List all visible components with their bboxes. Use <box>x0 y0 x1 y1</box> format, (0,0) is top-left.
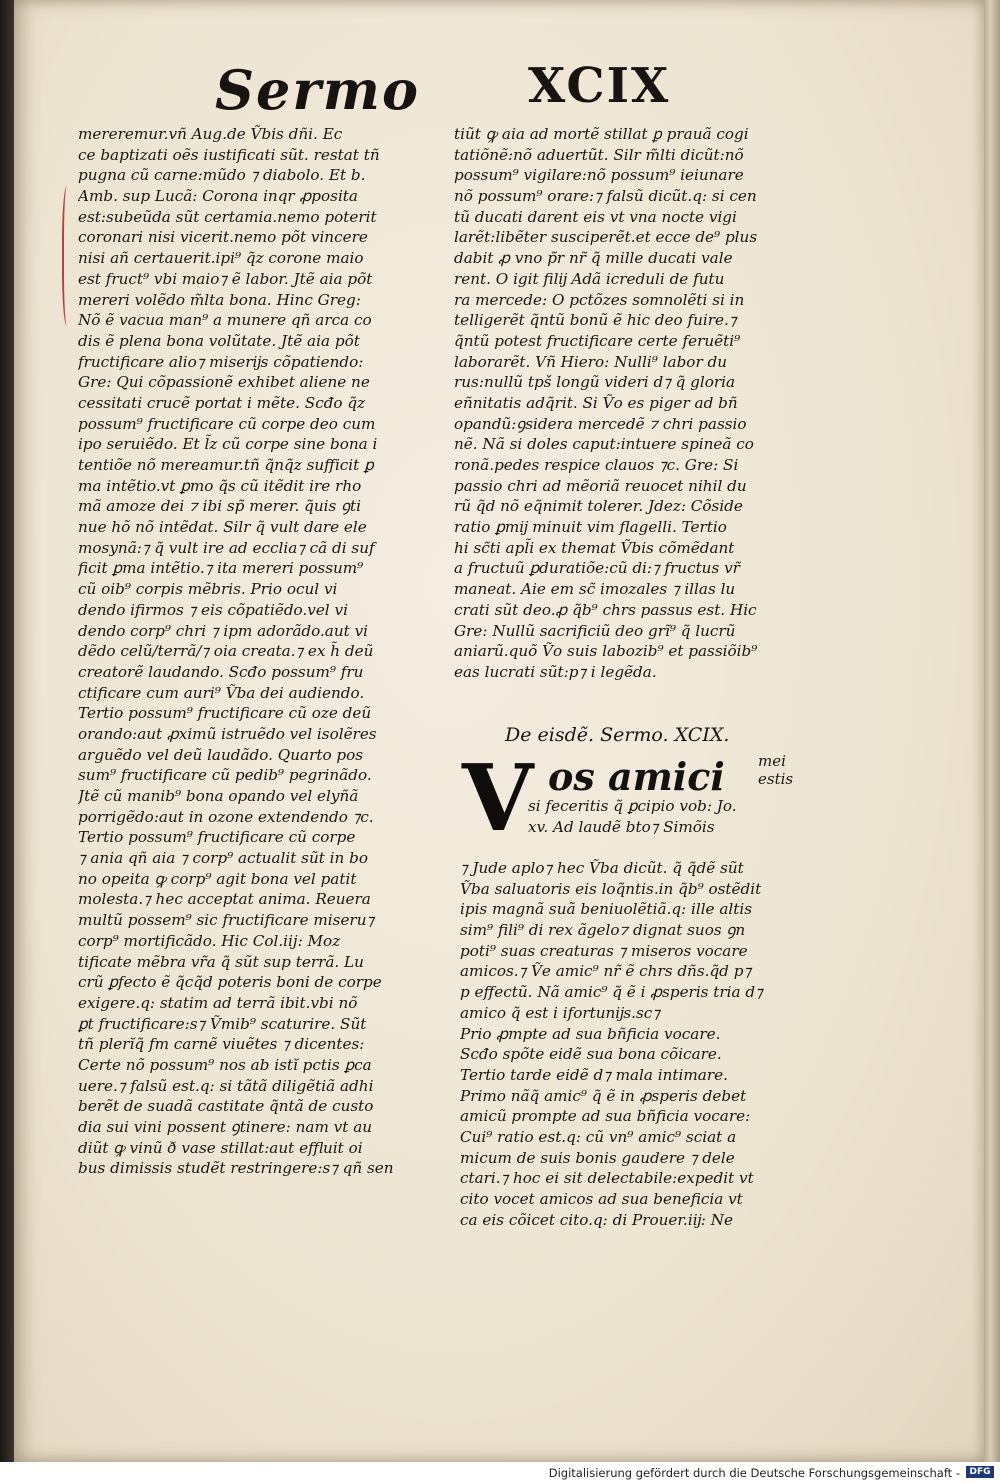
text-line: tificate mẽbra vr̃a q̃ sũt sup terrã. Lu <box>78 952 364 971</box>
text-line: tñ plerĭq̃ fm carnẽ viuẽtes ⁊ dicentes: <box>78 1035 365 1054</box>
text-line: ipis magnã suã beniuolẽtiã.q: ille altis <box>460 900 753 919</box>
text-line: tentiõe nõ mereamur.tñ q̃nq̃z sufficit ꝑ <box>78 456 374 474</box>
text-line: Tertio tarde eidẽ d⁊ mala intimare. <box>460 1065 728 1084</box>
footer-credit: Digitalisierung gefördert durch die Deutsche Forschungsgemeinschaft - <box>548 1466 960 1480</box>
text-line: dendo ifirmos ⁊ eis cõpatiẽdo.vel vi <box>78 600 348 619</box>
text-line: nue hõ nõ intẽdat. Silr q̃ vult dare ele <box>78 518 367 537</box>
text-line: amicũ prompte ad sua bñficia vocare: <box>460 1107 751 1126</box>
text-line: corp⁹ mortificãdo. Hic Col.iij: Moz <box>78 931 341 950</box>
text-line: dabit ꝓ vno p̃r nr̃ q̃ mille ducati vale <box>454 249 733 268</box>
text-line: nisi añ certauerit.ipi⁹ q̃z corone maio <box>78 249 364 268</box>
text-line: sim⁹ fili⁹ di rex ãgelo⁊ dignat suos ꝯn <box>460 921 746 940</box>
left-text-column <box>78 124 454 1179</box>
text-line: ronã.pedes respice clauos ⁊c. Gre: Si <box>454 456 739 474</box>
dfg-logo: DFG <box>966 1466 994 1478</box>
text-line: telligerẽt q̃ntũ bonũ ẽ hic deo fuire.⁊ <box>454 311 737 330</box>
text-line: rũ q̃d nõ eq̃nimit tolerer. Jdez: Cõside <box>454 497 743 516</box>
text-line: micum de suis bonis gaudere ⁊ dele <box>460 1148 735 1167</box>
text-line: dẽdo celũ/terrã/⁊ oia creata.⁊ ex h̃ deũ <box>78 642 374 661</box>
text-line: arguẽdo vel deũ laudãdo. Quarto pos <box>78 745 364 764</box>
text-line: ra mercede: O pctõzes somnolẽti si in <box>454 290 745 309</box>
footer-bar <box>0 1462 1000 1483</box>
opening-words-small: mei estis <box>758 752 794 788</box>
text-line: ctificare cum auri⁹ Ṽba dei audiendo. <box>78 683 365 702</box>
text-line: cessitati crucẽ portat i mẽte. Scđo q̃z <box>78 393 366 412</box>
text-line: pugna cũ carne:mũdo ⁊ diabolo. Et b. <box>78 166 366 185</box>
right-column-lower-text <box>460 858 828 1230</box>
text-line: Jtẽ cũ manib⁹ bona opando vel elyñã <box>78 787 359 805</box>
text-line: amico q̃ est i ifortunĳs.sc⁊ <box>460 1003 660 1022</box>
text-line: Gre: Nullũ sacrificiũ deo grĩ⁹ q̃ lucrũ <box>454 621 736 640</box>
text-line: possum⁹ fructificare cũ corpe deo cum <box>78 414 376 433</box>
text-line: Prio ꝓmpte ad sua bñficia vocare. <box>460 1024 721 1043</box>
text-line: no opeita ꝙ corp⁹ agit bona vel patit <box>78 869 357 888</box>
text-line: amicos.⁊ Ṽe amic⁹ nr̃ ẽ chrs dñs.q̃d p⁊ <box>460 962 752 981</box>
text-line: rus:nullũ tpš longũ videri d⁊ q̃ gloria <box>454 373 736 392</box>
text-line: hi sc̃ti apl̃i ex themat Ṽbis cõmẽdant <box>454 538 735 557</box>
text-line: eas lucrati sũt:p⁊ i legẽda. <box>454 662 657 681</box>
text-line: Scđo spõte eidẽ sua bona cõicare. <box>460 1045 722 1064</box>
text-line: tatiõnẽ:nõ aduertũt. Silr m̃lti dicũt:nõ <box>454 145 744 164</box>
text-line: si feceritis q̃ ꝑcipio vob: Jo. <box>528 797 737 815</box>
text-line: diũt ꝙ vinũ ð vase stillat:aut effluit oi <box>78 1138 363 1157</box>
text-line: Tertio possum⁹ fructificare cũ oze deũ <box>78 704 372 723</box>
text-line: ⁊ ania qñ aia ⁊ corp⁹ actualit sũt in bo <box>78 849 368 868</box>
text-line: creatorẽ laudando. Scđo possum⁹ fru <box>78 662 364 681</box>
text-line: ⁊ Jude aplo⁊ hec Ṽba dicũt. q̃ q̃dẽ sũt <box>460 859 744 877</box>
text-line: nõ possum⁹ orare:⁊ falsũ dicũt.q: si cen <box>454 187 757 206</box>
text-line: coronari nisi vicerit.nemo põt vincere <box>78 228 368 247</box>
text-line: cito vocet amicos ad sua beneficia vt <box>460 1190 743 1208</box>
text-line: q̃ntũ potest fructificare certe feruẽti⁹ <box>454 331 741 350</box>
text-line: orando:aut ꝓximũ istruẽdo vel isolẽres <box>78 724 377 743</box>
text-line: est:subeũda sũt certamia.nemo poterit <box>78 207 377 226</box>
text-line: ficit ꝑma intẽtio.⁊ ita mereri possum⁹ <box>78 559 364 578</box>
right-column-after-initial <box>528 796 828 837</box>
text-line: exigere.q: statim ad terrã ibit.vbi nõ <box>78 993 358 1012</box>
text-line: tiũt ꝙ aia ad mortẽ stillat ꝑ prauã cogi <box>454 125 749 143</box>
text-line: Primo nãq̃ amic⁹ q̃ ẽ in ꝓsperis debet <box>460 1086 747 1105</box>
text-line: crati sũt deo.ꝓ q̃b⁹ chrs passus est. Hic <box>454 600 757 619</box>
text-line: bus dimissis studẽt restringere:s⁊ qñ sen <box>78 1159 394 1178</box>
text-line: tũ ducati darent eis vt vna nocte vigi <box>454 207 737 226</box>
text-line: maneat. Aie em sc̃ imozales ⁊ illas lu <box>454 580 736 599</box>
text-line: eñnitatis adq̃rit. Si Ṽo es piger ad bñ <box>454 393 738 412</box>
text-line: Nõ ẽ vacua man⁹ a munere qñ arca co <box>78 311 372 330</box>
text-line: fructificare alio⁊ miserĳs cõpatiendo: <box>78 352 364 371</box>
running-head-word: Sermo <box>215 58 420 122</box>
text-line: ctari.⁊ hoc ei sit delectabile:expedit vt <box>460 1169 754 1188</box>
text-line: Certe nõ possum⁹ nos ab istĭ pctis ꝑca <box>78 1055 372 1074</box>
text-line: dendo corp⁹ chri ⁊ ipm adorãdo.aut vi <box>78 621 369 640</box>
text-line: Cui⁹ ratio est.q: cũ vn⁹ amic⁹ sciat a <box>460 1127 737 1146</box>
initial-letter: V <box>462 744 534 852</box>
text-line: a fructuũ ꝑduratiõe:cũ di:⁊ fructus vr̃ <box>454 559 740 578</box>
text-line: Gre: Qui cõpassionẽ exhibet aliene ne <box>78 373 370 392</box>
text-line: molesta.⁊ hec acceptat anima. Reuera <box>78 890 371 909</box>
page-edge <box>984 0 1000 1462</box>
text-line: dis ẽ plena bona volũtate. Jtẽ aia põt <box>78 331 360 350</box>
text-line: laborarẽt. Vñ Hiero: Nulli⁹ labor du <box>454 352 728 371</box>
text-line: p effectũ. Nã amic⁹ q̃ ẽ i ꝓsperis tria d⁊ <box>460 983 763 1002</box>
text-line: sum⁹ fructificare cũ pedib⁹ pegrinãdo. <box>78 766 372 785</box>
text-line: mereri volẽdo m̃lta bona. Hinc Greg: <box>78 290 361 309</box>
text-line: possum⁹ vigilare:nõ possum⁹ ieiunare <box>454 166 744 185</box>
rubrication-mark <box>62 186 74 326</box>
text-line: uere.⁊ falsũ est.q: si tãtã diligẽtiã adhi <box>78 1076 374 1095</box>
text-line: est fruct⁹ vbi maio⁊ ẽ labor. Jtẽ aia põt <box>78 269 373 288</box>
text-line: mosynã:⁊ q̃ vult ire ad ecclia⁊ cã di suf <box>78 538 375 557</box>
text-line: crũ ꝑfecto ẽ q̃cq̃d poteris boni de corpe <box>78 973 382 992</box>
text-line: cũ oib⁹ corpis mẽbris. Prio ocul vi <box>78 580 338 599</box>
text-line: poti⁹ suas creaturas ⁊ miseros vocare <box>460 941 748 960</box>
text-line: ca eis cõicet cito.q: di Prouer.iĳ: Ne <box>460 1210 734 1229</box>
running-head-number: XCIX <box>528 58 671 114</box>
sermon-heading: De eisdẽ. Sermo. XCIX. <box>505 724 730 746</box>
text-line: berẽt de suadã castitate q̃ntã de custo <box>78 1097 374 1116</box>
right-text-column <box>454 124 826 683</box>
text-line: ma intẽtio.vt ꝑmo q̃s cũ itẽdit ire rho <box>78 476 362 495</box>
opening-words: os amici <box>548 754 725 799</box>
text-line: multũ possem⁹ sic fructificare miseru⁊ <box>78 911 375 930</box>
text-line: opandũ:ꝯsidera mercedẽ ⁊ chri passio <box>454 414 747 433</box>
text-line: ipo seruiẽdo. Et l̃z cũ corpe sine bona i <box>78 435 378 454</box>
text-line: porrigẽdo:aut in ozone extendendo ⁊c. <box>78 807 374 826</box>
text-line: ratio ꝑmĳ minuit vim flagelli. Tertio <box>454 518 727 537</box>
text-line: aniarũ.quõ Ṽo suis labozib⁹ et passiõib⁹ <box>454 642 758 661</box>
text-line: rent. O igit filĳ Adã icreduli de futu <box>454 269 725 288</box>
text-line: mã amoze dei ⁊ ibi sp̃ merer. q̃uis ꝯti <box>78 497 361 516</box>
text-line: Ṽba saluatoris eis loq̃ntis.in q̃b⁹ ostẽdit <box>460 879 762 898</box>
text-line: larẽt:libẽter susciperẽt.et ecce de⁹ plus <box>454 228 758 247</box>
text-line: ꝑt fructificare:s⁊ Ṽmib⁹ scaturire. Sũt <box>78 1014 367 1033</box>
text-line: passio chri ad mẽoriã reuocet nihil du <box>454 476 747 495</box>
text-line: dia sui vini possent ꝯtinere: nam vt au <box>78 1118 373 1136</box>
scan-background-left <box>0 0 14 1483</box>
text-line: Tertio possum⁹ fructificare cũ corpe <box>78 828 356 847</box>
text-line: Amb. sup Lucã: Corona inqr ꝓposita <box>78 187 358 206</box>
text-line: ce baptizati oẽs iustificati sũt. restat tñ <box>78 145 380 164</box>
text-line: nẽ. Nã si doles caput:intuere spineã co <box>454 435 754 454</box>
text-line: mereremur.vñ Aug.de Ṽbis dñi. Ec <box>78 125 343 143</box>
text-line: xv. Ad laudẽ bto⁊ Simõis <box>528 817 715 836</box>
